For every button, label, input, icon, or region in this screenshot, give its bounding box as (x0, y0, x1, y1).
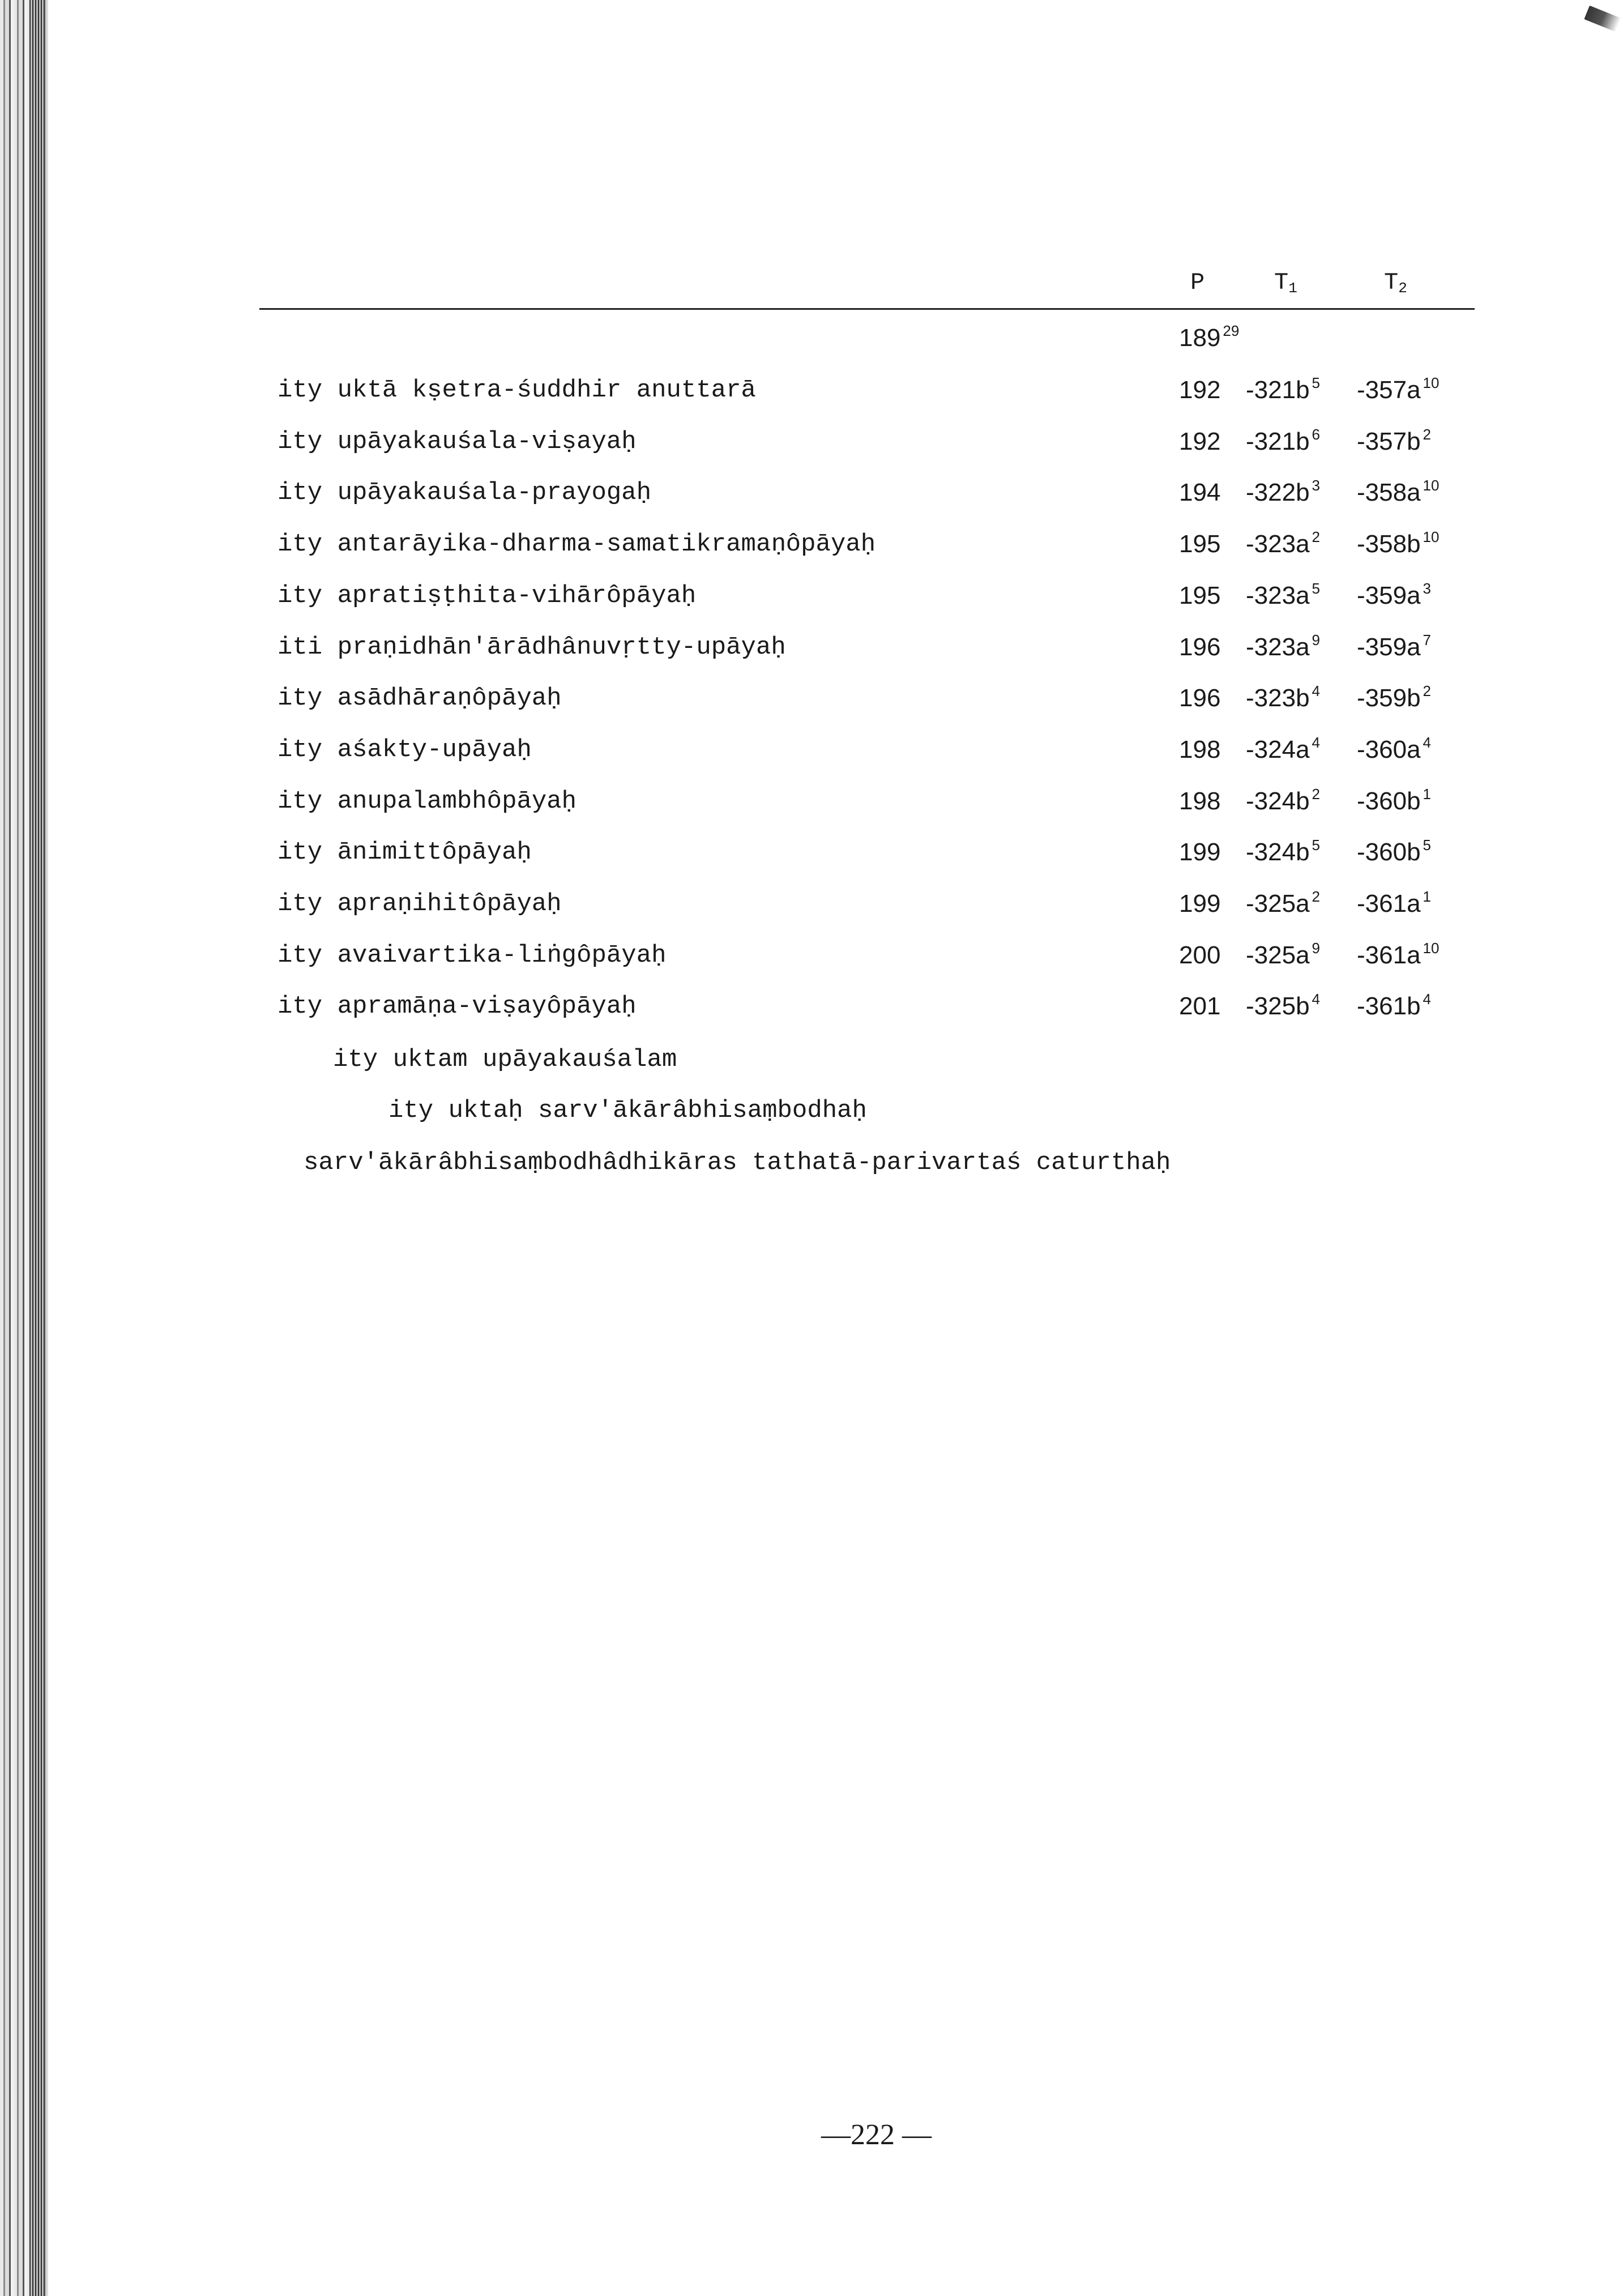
column-header-p: P (1190, 269, 1205, 296)
row-p-ref: 199 (1179, 890, 1221, 917)
row-label: ity antarāyika-dharma-samatikramaṇôpāyaḥ (277, 530, 876, 558)
closing-line-3: sarv'ākārâbhisaṃbodhâdhikāras tathatā-parivartaś caturthaḥ (304, 1149, 1171, 1177)
start-reference-row (0, 324, 1623, 369)
row-t2-ref: -361b $^4$ (1357, 991, 1432, 1020)
row-p-ref: 199 (1179, 838, 1221, 866)
table-row (0, 736, 1623, 781)
row-t2-ref: -359a $^7$ (1357, 631, 1432, 661)
row-label: ity uktā kṣetra-śuddhir anuttarā (277, 376, 756, 404)
row-t2-ref: -360a $^4$ (1357, 734, 1432, 763)
row-label: ity asādhāraṇôpāyaḥ (277, 684, 562, 712)
scan-corner-mark (1584, 6, 1621, 32)
row-p-ref: 198 (1179, 736, 1221, 763)
row-p-ref: 200 (1179, 941, 1221, 969)
table-row (0, 890, 1623, 935)
row-t2-ref: -359b $^2$ (1357, 682, 1432, 712)
row-label: ity apraṇihitôpāyaḥ (277, 890, 562, 918)
row-t2-ref: -360b $^1$ (1357, 786, 1432, 815)
row-t2-ref: -361a $^{10}$ (1357, 940, 1440, 969)
closing-line-1: ity uktam upāyakauśalam (333, 1045, 677, 1074)
header-rule (259, 308, 1475, 310)
row-t1-ref: -324a $^4$ (1246, 734, 1321, 763)
row-p-ref: 196 (1179, 684, 1221, 712)
table-row (0, 684, 1623, 729)
row-t1-ref: -324b $^2$ (1246, 786, 1321, 815)
row-label: ity aśakty-upāyaḥ (277, 736, 532, 764)
table-row (0, 941, 1623, 987)
row-label: ity upāyakauśala-prayogaḥ (277, 479, 652, 507)
row-p-ref: 195 (1179, 530, 1221, 558)
row-label: ity anupalambhôpāyaḥ (277, 787, 577, 816)
table-row (0, 428, 1623, 473)
row-t2-ref: -360b $^5$ (1357, 837, 1432, 866)
row-p-ref: 192 (1179, 376, 1221, 404)
row-t2-ref: -361a $^1$ (1357, 888, 1432, 917)
column-header-t1: $T_1$ (1274, 269, 1297, 297)
row-t2-ref: -357a $^{10}$ (1357, 374, 1440, 404)
row-t1-ref: -323a $^2$ (1246, 528, 1321, 558)
closing-line-2: ity uktaḥ sarv'ākārâbhisaṃbodhaḥ (388, 1096, 867, 1125)
row-p-ref: 195 (1179, 582, 1221, 609)
row-label: ity apratiṣṭhita-vihārôpāyaḥ (277, 582, 697, 610)
row-p-ref: 196 (1179, 633, 1221, 661)
row-t1-ref: -322b $^3$ (1246, 477, 1321, 506)
table-row (0, 530, 1623, 575)
page-number: —222 — (821, 2119, 932, 2151)
row-t2-ref: -358a $^{10}$ (1357, 477, 1440, 506)
row-p-ref: 198 (1179, 787, 1221, 815)
row-t1-ref: -323b $^4$ (1246, 682, 1321, 712)
row-label: ity ānimittôpāyaḥ (277, 838, 532, 867)
row-t2-ref: -359a $^3$ (1357, 580, 1432, 609)
table-row (0, 633, 1623, 678)
row-p-ref: 201 (1179, 992, 1221, 1020)
row-t1-ref: -325a $^9$ (1246, 940, 1321, 969)
row-p-ref: 192 (1179, 428, 1221, 455)
table-row (0, 479, 1623, 524)
row-label: iti praṇidhān'ārādhânuvṛtty-upāyaḥ (277, 633, 786, 662)
column-header-t2: $T_2$ (1384, 269, 1407, 297)
start-reference-p: 189 $^{29}$ (1179, 322, 1240, 352)
row-p-ref: 194 (1179, 479, 1221, 506)
row-label: ity upāyakauśala-viṣayaḥ (277, 428, 637, 456)
row-t1-ref: -324b $^5$ (1246, 837, 1321, 866)
row-label: ity avaivartika-liṅgôpāyaḥ (277, 941, 667, 970)
table-row (0, 838, 1623, 884)
row-t1-ref: -325b $^4$ (1246, 991, 1321, 1020)
row-label: ity apramāṇa-viṣayôpāyaḥ (277, 992, 637, 1021)
row-t1-ref: -321b $^6$ (1246, 426, 1321, 455)
table-row (0, 582, 1623, 627)
row-t1-ref: -325a $^2$ (1246, 888, 1321, 917)
row-t1-ref: -323a $^5$ (1246, 580, 1321, 609)
row-t1-ref: -321b $^5$ (1246, 374, 1321, 404)
table-row (0, 787, 1623, 833)
row-t1-ref: -323a $^9$ (1246, 631, 1321, 661)
table-row (0, 992, 1623, 1038)
row-t2-ref: -357b $^2$ (1357, 426, 1432, 455)
table-row (0, 376, 1623, 421)
row-t2-ref: -358b $^{10}$ (1357, 528, 1440, 558)
